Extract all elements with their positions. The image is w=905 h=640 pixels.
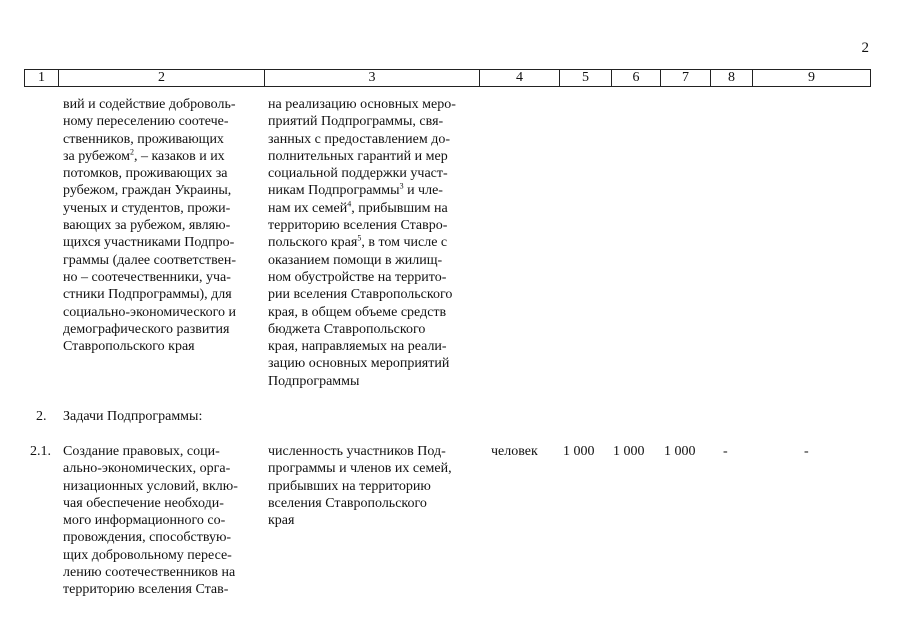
unit-of-measure: человек [491,444,538,459]
row-number: 2.1. [30,444,51,459]
value-col-5: 1 000 [563,444,595,459]
text-line: на реализацию основных меро- [268,97,456,112]
text-line: бюджета Ставропольского [268,321,426,337]
text-line: польского края$^5$, в том числе с [268,233,448,251]
page-number: 2 [861,40,869,56]
text-line: ном обустройстве на террито- [268,269,447,285]
text-line: но – соотечественники, уча- [63,269,231,285]
footnote-ref: 2 [129,147,134,157]
task-2-1-indicator [268,443,472,529]
column-header-4: 4 [480,70,560,87]
value-col-6: 1 000 [613,444,645,459]
footnote-ref: 5 [357,233,362,243]
value-col-7: 1 000 [664,444,696,459]
text-line: чая обеспечение необходи- [63,495,224,511]
text-line: территорию вселения Став- [63,582,229,598]
value-col-9: - [804,444,809,459]
text-line: края, направляемых на реали- [268,339,447,355]
text-line: никам Подпрограммы$^3$ и чле- [268,181,443,199]
column-header-1: 1 [25,70,59,87]
task-2-1-text [63,443,258,599]
text-line: провождения, способствую- [63,530,232,546]
text-line: рии вселения Ставропольского [268,287,453,303]
column-header-5: 5 [560,70,612,87]
text-line: ственников, проживающих [63,131,224,147]
text-line: нам их семей$^4$, прибывшим на [268,199,448,216]
text-line: лению соотечественников на [63,565,236,581]
text-line: ученых и студентов, прожи- [63,200,231,216]
column-header-8: 8 [711,70,753,87]
text-line: ному переселению соотече- [63,114,229,130]
text-line: низационных условий, вклю- [63,478,238,494]
column-header-2: 2 [59,70,265,87]
footnote-ref: 3 [399,181,404,191]
text-line: мого информационного со- [63,513,226,529]
text-line: Подпрограммы [268,373,360,389]
column-number-header [24,69,871,87]
text-line: вий и содействие доброволь- [63,97,236,112]
footnote-ref: 4 [347,199,352,209]
column-header-6: 6 [612,70,661,87]
text-line: края [268,513,295,529]
text-line: оказанием помощи в жилищ- [268,252,443,268]
column-header-9: 9 [753,70,871,87]
text-line: щихся участниками Подпро- [63,235,235,251]
text-line: Создание правовых, соци- [63,444,220,459]
text-line: стники Подпрограммы), для [63,287,232,303]
intro-goal-text [63,96,258,355]
text-line: за рубежом$^2$, – казаков и их [63,147,225,164]
text-line: социально-экономического и [63,304,237,320]
text-line: территорию вселения Ставро- [268,218,448,234]
text-line: численность участников Под- [268,444,446,459]
text-line: занных с предоставлением до- [268,131,451,147]
section-number: 2. [36,409,47,424]
text-line: рубежом, граждан Украины, [63,183,232,199]
text-line: вающих за рубежом, являю- [63,218,231,234]
text-line: социальной поддержки участ- [268,166,448,182]
text-line: граммы (далее соответствен- [63,252,237,268]
text-line: прибывших на территорию [268,478,431,494]
text-line: вселения Ставропольского [268,495,427,511]
text-line: щих добровольному пересе- [63,547,232,563]
text-line: приятий Подпрограммы, свя- [268,114,444,130]
text-line: края, в общем объеме средств [268,304,447,320]
text-line: зацию основных мероприятий [268,356,450,372]
text-line: потомков, проживающих за [63,166,228,182]
section-title: Задачи Подпрограммы: [63,409,203,424]
value-col-8: - [723,444,728,459]
text-line: демографического развития [63,321,230,337]
column-header-7: 7 [661,70,711,87]
text-line: полнительных гарантий и мер [268,148,448,164]
text-line: Ставропольского края [63,339,195,355]
text-line: программы и членов их семей, [268,461,452,477]
intro-indicator-text [268,96,472,390]
column-header-3: 3 [265,70,480,87]
text-line: ально-экономических, орга- [63,461,231,477]
